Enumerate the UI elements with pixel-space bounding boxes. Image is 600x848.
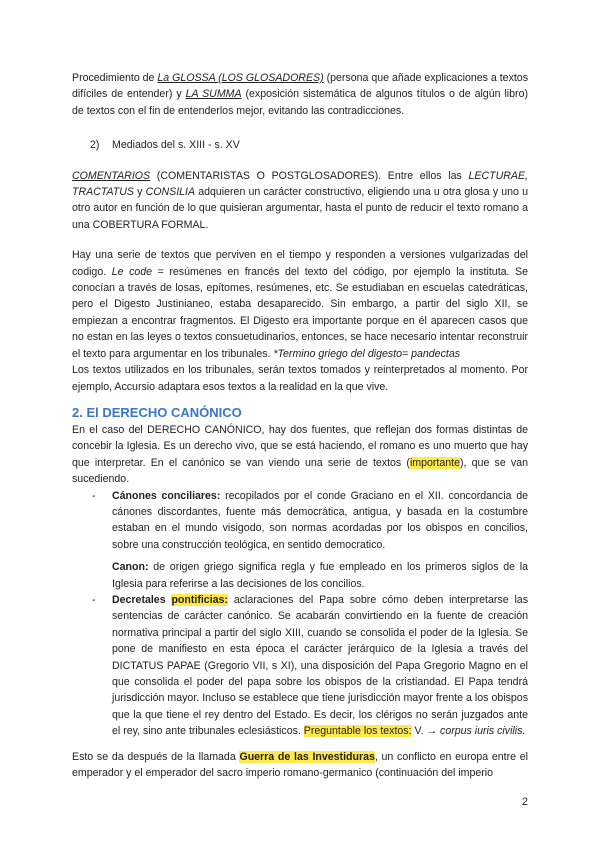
- glossa-term: La GLOSSA (LOS GLOSADORES): [157, 72, 324, 84]
- highlight-importante: importante: [409, 456, 460, 469]
- paragraph-canonico: En el caso del DERECHO CANÓNICO, hay dos fuentes, que reflejan dos formas distintas de concebir la Iglesia. Es un derecho vivo, que se está haciendo, el romano es uno muerto que hay que interpretar. En el canónico se van viendo una serie de textos (importante), que se van sucediendo.: [72, 423, 528, 486]
- paragraph-textos: Hay una serie de textos que perviven en el tiempo y responden a versiones vulgarizadas del codigo. Le code = resúmenes en francés del texto del código, por ejemplo la instituta. Se conocían a través de losas, epítomes, resúmenes, etc. Se estudiaban en escuelas catedráticas, pero el Digesto Justinianeo, estaba desaparecido. Sin embargo, a partir del siglo XII, se empiezan a encontrar fragmentos. El Digesto era importante porque en él aparecen casos que no estan en las leyes o textos consuetudinarios, entonces, se hace necesario intentar reconstruir el texto para argumentar en los tribunales. *Termino griego del digesto= pandectas: [72, 249, 528, 360]
- le-code-term: Le code: [111, 265, 153, 278]
- list-number: 2): [90, 139, 100, 152]
- highlight-guerra: Guerra de las Investiduras: [239, 750, 375, 763]
- canones-title: Cánones conciliares:: [112, 489, 221, 502]
- dash-bullet: -: [92, 593, 96, 606]
- document-page: [72, 70, 528, 781]
- summa-term: LA SUMMA: [185, 88, 242, 101]
- comentarios-term: COMENTARIOS: [72, 169, 151, 182]
- highlight-preguntable: Preguntable los textos:: [303, 725, 412, 738]
- decretales-title: Decretales: [112, 593, 172, 606]
- digesto-note: *Termino griego del digesto= pandectas: [273, 347, 461, 360]
- list-item-2: [72, 137, 528, 153]
- page-number: 2: [521, 796, 528, 808]
- canon-definition: Canon: de origen griego significa regla y fue empleado en los primeros siglos de la Iglesia para referirse a las decisiones de los concilios.: [112, 561, 528, 590]
- list-text: Mediados del s. XIII - s. XV: [112, 139, 240, 152]
- section-heading: 2. El DERECHO CANÓNICO: [72, 404, 242, 420]
- dash-bullet: -: [92, 489, 96, 502]
- sources-list: [72, 488, 528, 740]
- paragraph-tribunales: Los textos utilizados en los tribunales, serán textos tomados y reinterpretados al momento. Por ejemplo, Accursio adaptara esos textos a la realidad en la que vive.: [72, 364, 528, 393]
- corpus-term: corpus iuris civilis.: [440, 725, 526, 738]
- list-item-decretales: - Decretales pontificias: aclaraciones del Papa sobre cómo deben interpretarse las sentencias de carácter canónico. Se acabarán convirtiendo en la fuente de creación normativa principal a partir del siglo XIII, cuando se consolida el poder de la Iglesia. Se pone de manifiesto en esta época el carácter jerárquico de la Iglesia a través del DICTATUS PAPAE (Gregorio VII, s XI), una disposición del Papa Gregorio Magno en el que consolida el poder del papa sobre los obispos de la cristiandad. El Papa tendrá jurisdicción mayor. Incluso se establece que tiene jurisdicción mayor frente a los obispos que la que tiene el rey dentro del Estado. Es decir, los clérigos no serán juzgados ante el rey, sino ante tribunales eclesiásticos. Preguntable los textos: V. → corpus iuris civilis.: [92, 593, 528, 738]
- paragraph-glosa: Procedimiento de La GLOSSA (LOS GLOSADORES) (persona que añade explicaciones a textos difíciles de entender) y LA SUMMA (exposición sistemática de algunos títulos o de algún libro) de textos con el fin de entenderlos mejor, evitando las contradicciones.: [72, 72, 528, 117]
- paragraph-investiduras: Esto se da después de la llamada Guerra de las Investiduras, un conflicto en europa entre el emperador y el emperador del sacro imperio romano-germanico (continuación del imperio: [72, 750, 528, 780]
- list-item-canones: - Cánones conciliares: recopilados por el conde Graciano en el XII. concordancia de cánones discordantes, fuente más democrática, antigua, y basada en la costumbre estaban en el mundo visigodo, son normas acordadas por los obispos en concilios, sobre una construcción teológica, en sentido democratico. Canon: de origen griego significa regla y fue empleado en los primeros siglos de la Iglesia para referirse a las decisiones de los concilios.: [92, 488, 528, 592]
- highlight-pontificias: pontificias:: [171, 593, 228, 606]
- paragraph-comentarios: COMENTARIOS (COMENTARISTAS O POSTGLOSADORES). Entre ellos las LECTURAE, TRACTATUS y CONSILIA adquieren un carácter constructivo, eligiendo una u otra glosa y uno u otro autor en función de lo que quisieran argumentar, hasta el punto de reducir el texto romano a una COBERTURA FORMAL.: [72, 169, 528, 231]
